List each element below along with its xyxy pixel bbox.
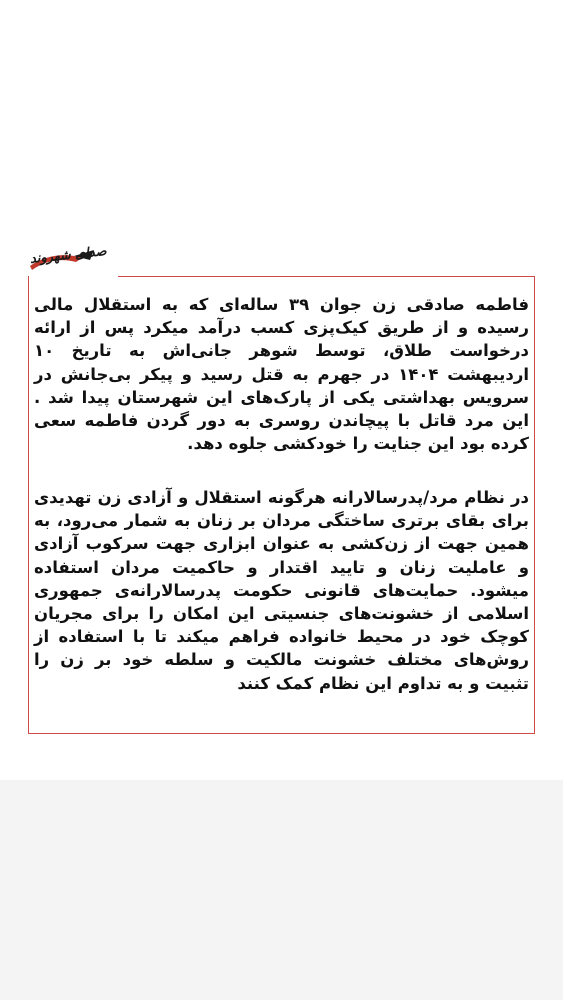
article-paragraph-1: فاطمه صادقی زن جوان ۳۹ ساله‌ای که به استقلال مالی رسیده و از طریق کیک‌پزی کسب درآمد میکرد پس از ارائه درخواست طلاق، توسط شوهر جانی‌اش به تاریخ ۱۰ اردیبهشت ۱۴۰۴ در جهرم به قتل رسید و پیکر بی‌جانش در سرویس بهداشتی یکی از پارک‌های این شهرستان پیدا شد . این مرد قاتل با پیچاندن روسری به دور گردن فاطمه سعی کرده بود این جنایت را خودکشی جلوه دهد. (34, 295, 529, 454)
bottom-background (0, 780, 563, 1000)
logo-text: صدای شهروند (29, 243, 108, 267)
article-paragraph-2: در نظام مرد/پدرسالارانه هرگونه استقلال و آزادی زن تهدیدی برای بقای برتری ساختگی مردان بر زنان به شمار می‌رود، به همین جهت از زن‌کشی به عنوان ابزاری جهت سرکوب آزادی و عاملیت زنان و تایید اقتدار و حاکمیت مردان استفاده میشود. حمایت‌های قانونی حکومت پدرسالارانه‌ی جمهوری اسلامی از خشونت‌های جنسیتی این امکان را برای مجریان کوچک خود در محیط خانواده فراهم میکند تا با استفاده از روش‌های مختلف خشونت مالکیت و سلطه خود بر زن را تثبیت و به تداوم این نظام کمک کنند (34, 488, 529, 693)
